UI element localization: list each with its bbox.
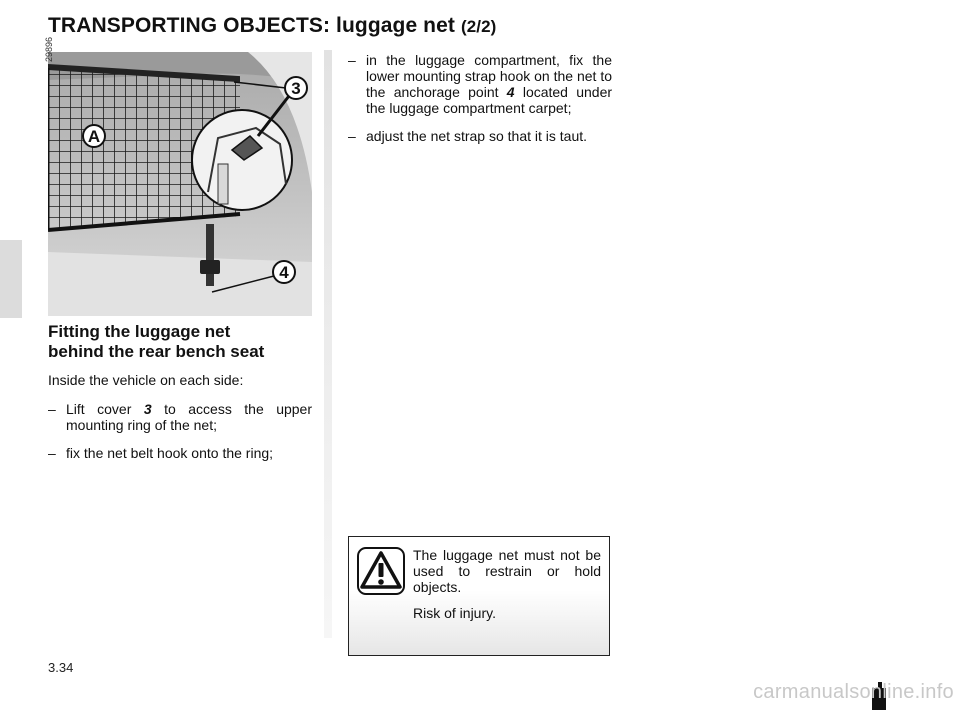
right-column (348, 52, 612, 156)
instruction-text-end: located under the luggage compartment carpet; (366, 84, 613, 116)
intro-text: Inside the vehicle on each side: (48, 372, 244, 388)
dash-bullet: – (348, 52, 356, 68)
dash-bullet: – (348, 128, 356, 144)
warning-box (348, 536, 610, 656)
warning-text (413, 547, 601, 631)
heading-line-2: behind the rear bench seat (48, 342, 265, 361)
instruction-fix-lower-strap (348, 52, 612, 116)
illustration-drawing (48, 52, 312, 316)
page-title (48, 14, 496, 38)
title-part-indicator: (2/2) (460, 17, 497, 36)
instruction-text-start: in the luggage compartment, fix the lower mounting strap hook on the net to the anchorage point (366, 52, 612, 100)
instruction-text: fix the net belt hook onto the ring; (66, 445, 274, 461)
warning-triangle-icon (357, 547, 405, 600)
instruction-adjust-strap (348, 128, 612, 144)
reference-number-3: 3 (143, 401, 152, 417)
instruction-fix-belt-hook (48, 445, 312, 461)
instruction-lift-cover (48, 401, 312, 433)
heading-line-1: Fitting the luggage net (48, 322, 231, 341)
instruction-text-end: to access the upper mounting ring of the net; (66, 401, 313, 433)
column-divider (324, 50, 332, 638)
chapter-tab (0, 240, 22, 318)
dash-bullet: – (48, 401, 56, 417)
instruction-text-start: Lift cover (66, 401, 132, 417)
callout-a: A (87, 127, 101, 146)
watermark: carmanualsonline.info (753, 681, 954, 703)
dash-bullet: – (48, 445, 56, 461)
reference-number-4: 4 (506, 84, 515, 100)
warning-message: The luggage net must not be used to restrain or hold objects. (413, 547, 601, 595)
callout-3: 3 (291, 79, 301, 98)
luggage-net-illustration (48, 52, 312, 316)
title-main: TRANSPORTING OBJECTS: luggage net (48, 14, 455, 37)
instruction-text: adjust the net strap so that it is taut. (366, 128, 588, 144)
warning-risk: Risk of injury. (413, 605, 496, 621)
callout-4: 4 (279, 263, 289, 282)
section-heading (48, 322, 312, 362)
figure-code: 29896 (44, 36, 54, 62)
left-column (48, 322, 312, 473)
page-number: 3.34 (48, 660, 74, 675)
